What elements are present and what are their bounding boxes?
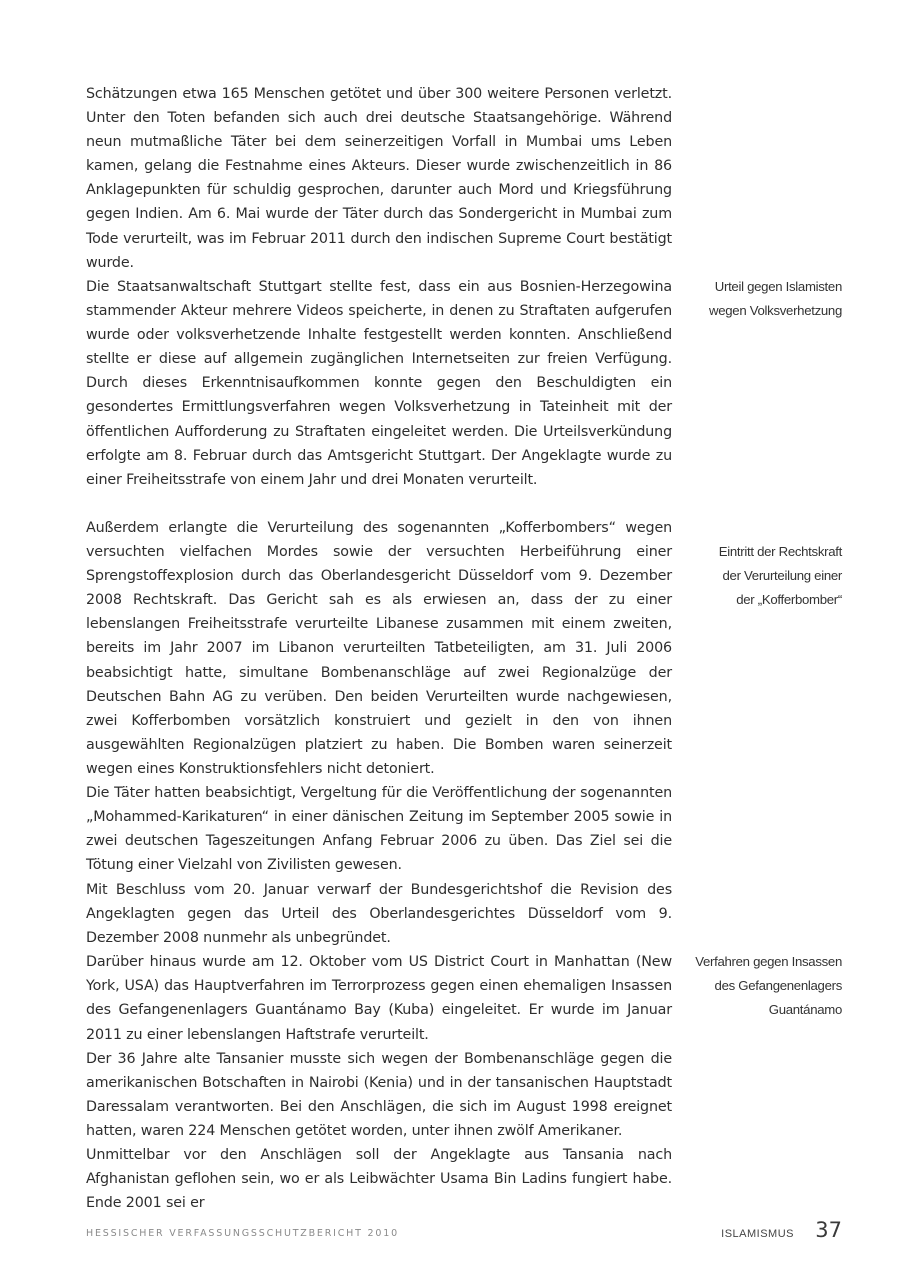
paragraph-line: Der 36 Jahre alte Tansanier musste sich wegen der Bombenanschläge gegen die amerikanischen Botschaften in Nairobi (Kenia) und in der tansanischen Hauptstadt Daressalam verantworten. Bei den Anschlägen, die sich im August 1998 ereignet hatten, waren 224 Menschen getötet worden, unter ihnen zwölf Amerikaner.	[86, 1050, 672, 1139]
paragraph-stuttgart	[86, 275, 672, 492]
sidenote-line: des Gefangenenlagers	[714, 978, 842, 993]
paragraph-guantanamo	[86, 878, 672, 1215]
paragraph-line: Unmittelbar vor den Anschlägen soll der Angeklagte aus Tansania nach Afghanistan geflohen sein, wo er als Leibwächter Usama Bin Ladins fungiert habe. Ende 2001 sei er	[86, 1147, 672, 1212]
sidenote-line: Urteil gegen Islamisten	[714, 279, 842, 294]
paragraph-line: Darüber hinaus wurde am 12. Oktober vom US District Court in Manhattan (New York, USA) das Hauptverfahren im Terrorprozess gegen einen ehemaligen Insassen des Gefangenenlagers Guantánamo Bay (Kuba) eingeleitet. Er wurde im Januar 2011 zu einer lebenslangen Haftstrafe verurteilt.	[86, 954, 672, 1043]
paragraph-line: Schätzungen etwa 165 Menschen getötet und über 300 weitere Personen verletzt. Unter den Toten befanden sich auch drei deutsche Staatsangehörige. Während neun mutmaßliche Täter bei dem seinerzeitigen Vorfall in Mumbai ums Leben kamen, gelang die Festnahme eines Akteurs. Dieser wurde zwischenzeitlich in 86 Anklagepunkten für schuldig gesprochen, darunter auch Mord und Kriegsführung gegen Indien. Am 6. Mai wurde der Täter durch das Sondergericht in Mumbai zum Tode verurteilt, was im Februar 2011 durch den indischen Supreme Court bestätigt wurde.	[86, 86, 672, 271]
paragraph-mumbai	[86, 82, 672, 275]
sidenote-line: der Verurteilung einer	[722, 568, 842, 583]
sidenote-guantanamo	[642, 950, 842, 1022]
page-number: 37	[815, 1218, 842, 1242]
sidenote-line: Guantánamo	[768, 1002, 842, 1017]
sidenote-line: Eintritt der Rechtskraft	[718, 544, 842, 559]
footer-publication: HESSISCHER VERFASSUNGSSCHUTZBERICHT 2010	[86, 1228, 399, 1239]
paragraph-line: Außerdem erlangte die Verurteilung des sogenannten „Kofferbombers“ wegen versuchten vielfachen Mordes sowie der versuchten Herbeiführung einer Sprengstoffexplosion durch das Oberlandesgericht Düsseldorf vom 9. Dezember 2008 Rechtskraft. Das Gericht sah es als erwiesen an, dass der zu einer lebenslangen Freiheitsstrafe verurteilte Libanese zusammen mit einem zweiten, bereits im Jahr 2007 im Libanon verurteilten Tatbeteiligten, am 31. Juli 2006 beabsichtigt hatte, simultane Bombenanschläge auf zwei Regionalzüge der Deutschen Bahn AG zu verüben. Den beiden Verurteilten wurde nachgewiesen, zwei Kofferbomben vorsätzlich konstruiert und gezielt in den von ihnen ausgewählten Regionalzügen platziert zu haben. Die Bomben waren seinerzeit wegen eines Konstruktionsfehlers nicht detoniert.	[86, 520, 672, 777]
sidenote-kofferbomber	[642, 540, 842, 612]
paragraph-kofferbomber	[86, 516, 672, 877]
sidenote-line: wegen Volksverhetzung	[709, 303, 842, 318]
paragraph-line: Die Täter hatten beabsichtigt, Vergeltung für die Veröffentlichung der sogenannten „Mohammed-Karikaturen“ in einer dänischen Zeitung im September 2005 sowie in zwei deutschen Tageszeitungen Anfang Februar 2006 zu üben. Das Ziel sei die Tötung einer Vielzahl von Zivilisten gewesen.	[86, 785, 672, 874]
paragraph-line: Die Staatsanwaltschaft Stuttgart stellte fest, dass ein aus Bosnien-Herzegowina stammender Akteur mehrere Videos speicherte, in denen zu Straftaten aufgerufen wurde oder volksverhetzende Inhalte festgestellt werden konnten. Anschließend stellte er diese auf allgemein zugänglichen Internetseiten zur freien Verfügung. Durch dieses Erkenntnisaufkommen konnte gegen den Beschuldigten ein gesondertes Ermittlungsverfahren wegen Volksverhetzung in Tateinheit mit der öffentlichen Aufforderung zu Straftaten eingeleitet werden. Die Urteilsverkündung erfolgte am 8. Februar durch das Amtsgericht Stuttgart. Der Angeklagte wurde zu einer Freiheitsstrafe von einem Jahr und drei Monaten verurteilt.	[86, 279, 672, 488]
sidenote-line: der „Kofferbomber“	[736, 592, 842, 607]
footer-section-label: ISLAMISMUS	[721, 1228, 794, 1240]
sidenote-line: Verfahren gegen Insassen	[695, 954, 842, 969]
sidenote-volksverhetzung	[642, 275, 842, 323]
paragraph-line: Mit Beschluss vom 20. Januar verwarf der Bundesgerichtshof die Revision des Angeklagten gegen das Urteil des Oberlandesgerichtes Düsseldorf vom 9. Dezember 2008 nunmehr als unbegründet.	[86, 882, 672, 947]
